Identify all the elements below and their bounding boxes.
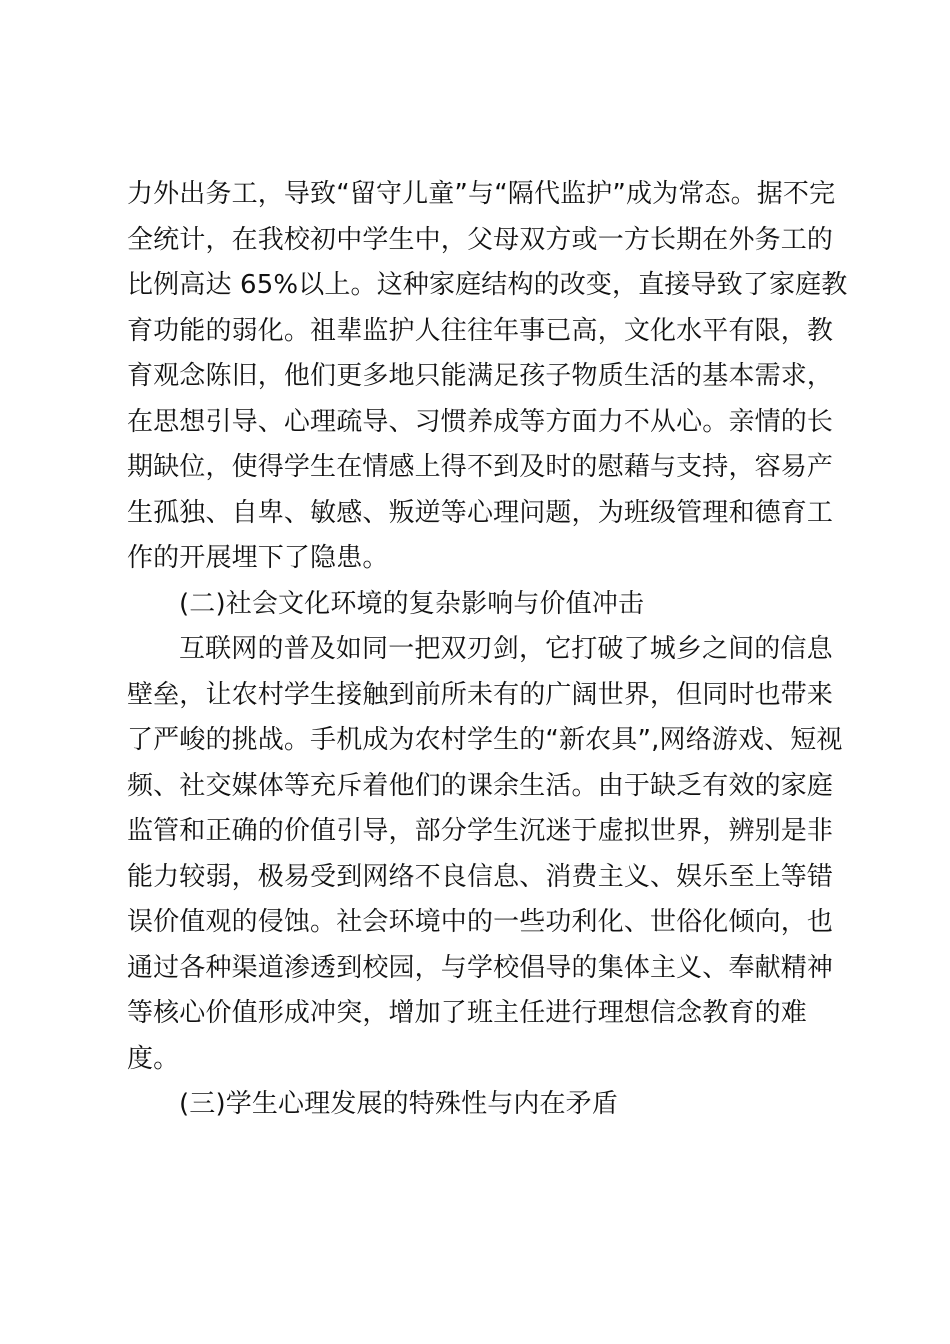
document-body — [127, 172, 848, 1128]
paragraph-line: 误价值观的侵蚀。社会环境中的一些功利化、世俗化倾向，也 — [127, 907, 834, 937]
paragraph-line: 全统计，在我校初中学生中，父母双方或一方长期在外务工的 — [127, 224, 834, 255]
section-heading: (二)社会文化环境的复杂影响与价值冲击 — [179, 588, 645, 619]
paragraph-line: 等核心价值形成冲突，增加了班主任进行理想信念教育的难 — [127, 998, 807, 1028]
paragraph-line: 比例高达 65%以上。这种家庭结构的改变，直接导致了家庭教 — [127, 270, 848, 300]
paragraph-line: 育功能的弱化。祖辈监护人往往年事已高，文化水平有限，教 — [127, 315, 834, 346]
paragraph-line: 了严峻的挑战。手机成为农村学生的“新农具”,网络游戏、短视 — [127, 725, 843, 755]
section-heading: (三)学生心理发展的特殊性与内在矛盾 — [179, 1089, 618, 1119]
paragraph-line: 期缺位，使得学生在情感上得不到及时的慰藉与支持，容易产 — [127, 452, 834, 482]
paragraph-line: 壁垒，让农村学生接触到前所未有的广阔世界，但同时也带来 — [127, 679, 834, 710]
paragraph-line: 能力较弱，极易受到网络不良信息、消费主义、娱乐至上等错 — [127, 861, 834, 892]
paragraph-line: 监管和正确的价值引导，部分学生沉迷于虚拟世界，辨别是非 — [127, 816, 834, 846]
paragraph-line: 频、社交媒体等充斥着他们的课余生活。由于缺乏有效的家庭 — [127, 770, 834, 801]
paragraph-line: 力外出务工，导致“留守儿童”与“隔代监护”成为常态。据不完 — [127, 179, 836, 209]
paragraph-line: 生孤独、自卑、敏感、叛逆等心理问题，为班级管理和德育工 — [127, 497, 834, 528]
paragraph-line: 度。 — [127, 1043, 180, 1074]
paragraph-line: 互联网的普及如同一把双刃剑，它打破了城乡之间的信息 — [179, 634, 833, 664]
paragraph-line: 育观念陈旧，他们更多地只能满足孩子物质生活的基本需求， — [127, 361, 834, 391]
paragraph-line: 作的开展埋下了隐患。 — [127, 543, 389, 573]
paragraph-line: 通过各种渠道渗透到校园，与学校倡导的集体主义、奉献精神 — [127, 952, 834, 983]
paragraph-line: 在思想引导、心理疏导、习惯养成等方面力不从心。亲情的长 — [127, 406, 834, 437]
